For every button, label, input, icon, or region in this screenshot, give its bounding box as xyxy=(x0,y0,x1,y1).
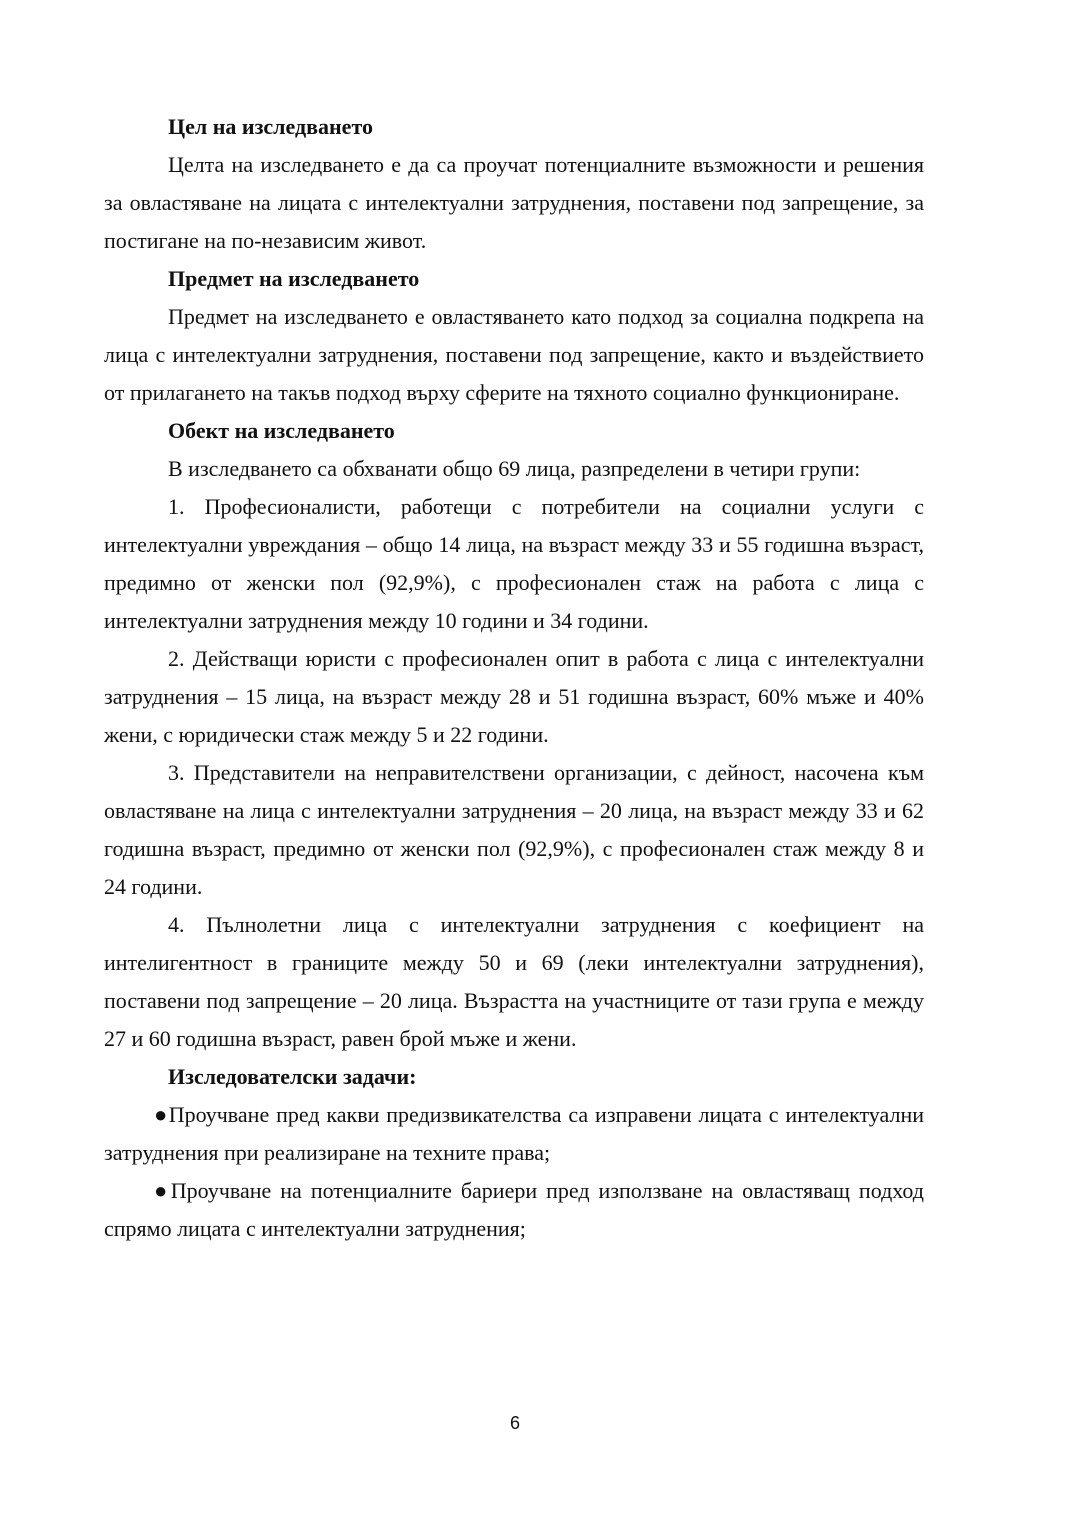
task-item-1 xyxy=(104,1096,924,1172)
task-item-text: Проучване пред какви предизвикателства са изправени лицата с интелектуални затруднения при реализиране на техните права; xyxy=(104,1102,925,1165)
task-item-text: Проучване на потенциалните бариери пред използване на овластяващ подход спрямо лицата с интелектуални затруднения; xyxy=(104,1178,924,1241)
bullet-icon: ● xyxy=(154,1178,171,1203)
goal-paragraph: Целта на изследването е да са проучат потенциалните възможности и решения за овластяване на лицата с интелектуални затруднения, поставени под запрещение, за постигане на по-независим живот. xyxy=(104,152,924,253)
goal-heading: Цел на изследването xyxy=(168,114,373,139)
group-item-1: 1. Професионалисти, работещи с потребители на социални услуги с интелектуални увреждания – общо 14 лица, на възраст между 33 и 55 годишна възраст, предимно от женски пол (92,9%), с професионален стаж на работа с лица с интелектуални затруднения между 10 години и 34 години. xyxy=(104,494,924,633)
group-item-2: 2. Действащи юристи с професионален опит в работа с лица с интелектуални затруднения – 15 лица, на възраст между 28 и 51 годишна възраст, 60% мъже и 40% жени, с юридически стаж между 5 и 22 години. xyxy=(104,646,924,747)
group-item-3: 3. Представители на неправителствени организации, с дейност, насочена към овластяване на лица с интелектуални затруднения – 20 лица, на възраст между 33 и 62 годишна възраст, предимно от женски пол (92,9%), с професионален стаж между 8 и 24 години. xyxy=(104,760,924,899)
object-paragraph: В изследването са обхванати общо 69 лица, разпределени в четири групи: xyxy=(168,456,861,481)
page-number: 6 xyxy=(509,1413,520,1433)
group-item-4: 4. Пълнолетни лица с интелектуални затруднения с коефициент на интелигентност в границите между 50 и 69 (леки интелектуални затруднения), поставени под запрещение – 20 лица. Възрастта на участниците от тази група е между 27 и 60 годишна възраст, равен брой мъже и жени. xyxy=(104,912,924,1051)
subject-paragraph: Предмет на изследването е овластяването като подход за социална подкрепа на лица с интелектуални затруднения, поставени под запрещение, както и въздействието от прилагането на такъв подход върху сферите на тяхното социално функциониране. xyxy=(104,304,924,405)
object-heading: Обект на изследването xyxy=(168,418,395,443)
subject-heading: Предмет на изследването xyxy=(168,266,420,291)
task-item-2 xyxy=(104,1172,924,1248)
bullet-icon: ● xyxy=(154,1102,169,1127)
document-body xyxy=(104,108,924,1248)
tasks-heading: Изследователски задачи: xyxy=(168,1064,417,1089)
